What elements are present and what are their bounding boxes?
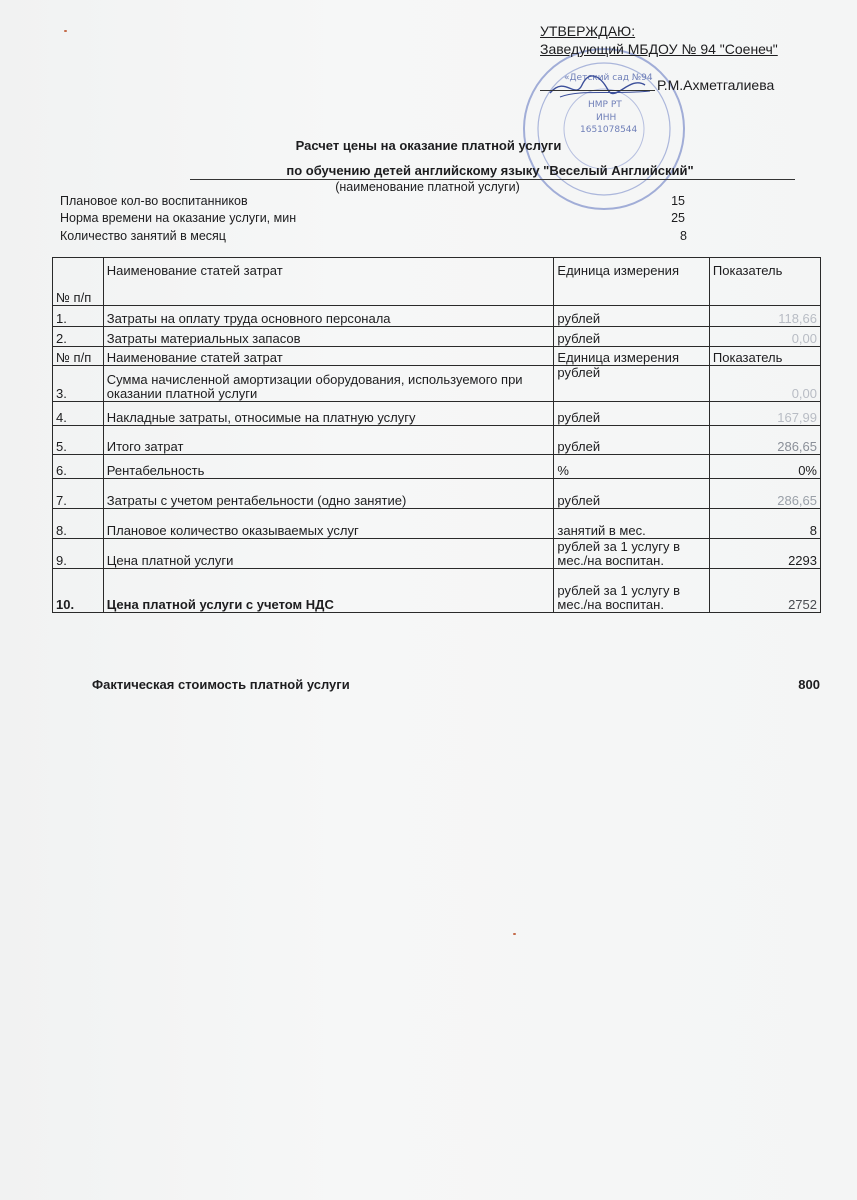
signature-line	[540, 90, 655, 91]
row-name: Плановое количество оказываемых услуг	[103, 509, 554, 539]
row-num: 5.	[53, 426, 104, 455]
row-num: 4.	[53, 402, 104, 426]
row-num: 3.	[53, 366, 104, 402]
table-row	[53, 327, 821, 347]
row-num: 9.	[53, 539, 104, 569]
actual-cost-label: Фактическая стоимость платной услуги	[92, 677, 350, 692]
header-value: Показатель	[709, 347, 820, 366]
row-unit: рублей	[554, 366, 710, 402]
document-title: Расчет цены на оказание платной услуги	[295, 138, 562, 153]
row-name: Итого затрат	[103, 426, 554, 455]
row-num: 10.	[53, 569, 104, 613]
service-caption: (наименование платной услуги)	[335, 180, 520, 194]
row-unit: %	[554, 455, 710, 479]
param-value: 25	[671, 211, 685, 225]
param-label: Количество занятий в месяц	[60, 229, 226, 243]
table-row	[53, 569, 821, 613]
row-name: Цена платной услуги с учетом НДС	[103, 569, 554, 613]
row-name: Затраты на оплату труда основного персонала	[103, 306, 554, 327]
header-value: Показатель	[709, 258, 820, 306]
row-value: 0%	[709, 455, 820, 479]
row-value: 0,00	[709, 366, 820, 402]
speck	[513, 933, 516, 935]
table-row	[53, 455, 821, 479]
stamp-text-1: «Детский сад №94	[564, 73, 653, 83]
row-value: 2293	[709, 539, 820, 569]
cost-table	[52, 257, 821, 613]
table-row	[53, 366, 821, 402]
row-value: 167,99	[709, 402, 820, 426]
row-value: 8	[709, 509, 820, 539]
param-value: 15	[671, 194, 685, 208]
signer-name: Р.М.Ахметгалиева	[657, 77, 775, 93]
row-num: 1.	[53, 306, 104, 327]
row-name: Сумма начисленной амортизации оборудования, используемого при оказании платной услуги	[103, 366, 554, 402]
row-value: 118,66	[709, 306, 820, 327]
table-row	[53, 402, 821, 426]
row-unit: рублей за 1 услугу в мес./на воспитан.	[554, 569, 710, 613]
stamp-text-4: 1651078544	[580, 125, 638, 135]
row-name: Затраты материальных запасов	[103, 327, 554, 347]
header-num: № п/п	[53, 347, 104, 366]
table-row	[53, 306, 821, 327]
table-header-row	[53, 258, 821, 306]
header-num: № п/п	[53, 258, 104, 306]
table-row	[53, 479, 821, 509]
actual-cost-value: 800	[798, 677, 820, 692]
stamp-text-2: НМР РТ	[588, 100, 622, 110]
row-unit: рублей	[554, 426, 710, 455]
row-value: 286,65	[709, 426, 820, 455]
row-unit: рублей	[554, 479, 710, 509]
row-num: 6.	[53, 455, 104, 479]
service-title: по обучению детей английскому языку "Веселый Английский"	[286, 163, 694, 178]
row-unit: рублей	[554, 306, 710, 327]
row-value: 2752	[709, 569, 820, 613]
approval-block	[540, 22, 778, 58]
row-unit: занятий в мес.	[554, 509, 710, 539]
stamp-text-3: ИНН	[596, 113, 617, 123]
row-name: Рентабельность	[103, 455, 554, 479]
approval-label: УТВЕРЖДАЮ:	[540, 23, 636, 39]
table-repeat-header-row	[53, 347, 821, 366]
row-unit: рублей	[554, 402, 710, 426]
table-row	[53, 539, 821, 569]
header-name: Наименование статей затрат	[103, 258, 554, 306]
row-num: 7.	[53, 479, 104, 509]
param-label: Плановое кол-во воспитанников	[60, 194, 248, 208]
header-unit: Единица измерения	[554, 258, 710, 306]
speck	[64, 30, 67, 32]
row-num: 2.	[53, 327, 104, 347]
row-value: 0,00	[709, 327, 820, 347]
param-value: 8	[680, 229, 687, 243]
row-name: Затраты с учетом рентабельности (одно занятие)	[103, 479, 554, 509]
row-name: Накладные затраты, относимые на платную услугу	[103, 402, 554, 426]
header-name: Наименование статей затрат	[103, 347, 554, 366]
row-unit: рублей за 1 услугу в мес./на воспитан.	[554, 539, 710, 569]
row-num: 8.	[53, 509, 104, 539]
row-unit: рублей	[554, 327, 710, 347]
table-row	[53, 509, 821, 539]
header-unit: Единица измерения	[554, 347, 710, 366]
param-label: Норма времени на оказание услуги, мин	[60, 211, 297, 225]
row-name: Цена платной услуги	[103, 539, 554, 569]
row-value: 286,65	[709, 479, 820, 509]
approval-position: Заведующий МБДОУ № 94 "Соенеч"	[540, 41, 778, 57]
table-row	[53, 426, 821, 455]
